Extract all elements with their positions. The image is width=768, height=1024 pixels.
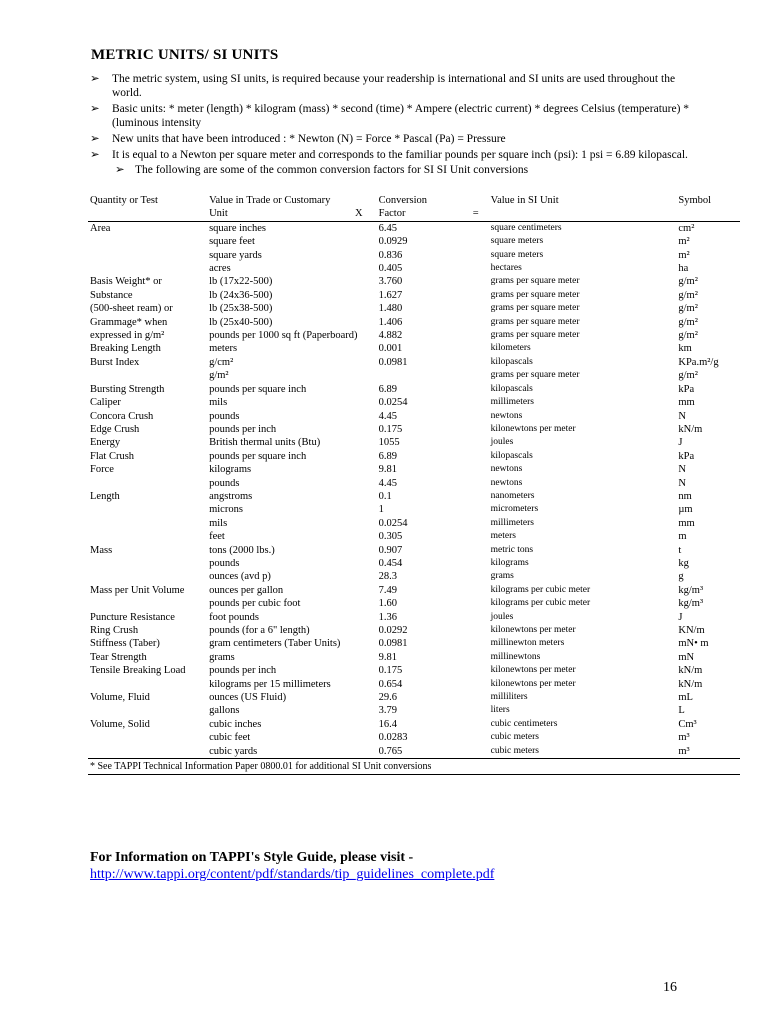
- cell-trade-unit: lb (17x22-500): [209, 276, 273, 288]
- bullet-item: [90, 148, 690, 162]
- cell-trade-unit: feet: [209, 531, 225, 543]
- header-conversion: Conversion: [378, 195, 428, 206]
- cell-factor: 0.175: [378, 665, 403, 677]
- cell-factor: 1055: [378, 437, 400, 449]
- cell-factor: 4.45: [378, 477, 398, 489]
- cell-symbol: mN: [678, 651, 695, 663]
- cell-quantity: [88, 503, 207, 516]
- cell-trade-unit: ounces (US Fluid): [209, 692, 287, 704]
- cell-si-unit: cubic centimeters: [490, 718, 558, 729]
- cell-symbol: kN/m: [678, 678, 703, 690]
- cell-si-unit: kilonewtons per meter: [490, 625, 576, 635]
- cell-symbol: mm: [678, 397, 695, 409]
- table-row: [88, 731, 740, 744]
- cell-quantity: [88, 597, 207, 610]
- cell-symbol: g/m²: [678, 289, 698, 301]
- style-guide-info: For Information on TAPPI's Style Guide, please visit -: [90, 850, 414, 865]
- cell-trade-unit: acres: [209, 263, 231, 275]
- table-footnote-row: [88, 759, 740, 775]
- cell-si-unit: kilopascals: [490, 383, 533, 394]
- cell-quantity: [88, 745, 207, 759]
- cell-trade-unit: lb (25x38-500): [209, 303, 273, 315]
- cell-si-unit: grams per square meter: [490, 289, 580, 300]
- header-trade-unit: Value in Trade or Customary: [209, 195, 331, 206]
- table-row: [88, 530, 740, 543]
- cell-symbol: m³: [678, 745, 690, 757]
- cell-quantity: [88, 530, 207, 543]
- cell-si-unit: hectares: [490, 263, 522, 274]
- cell-factor: 3.79: [378, 705, 398, 717]
- cell-quantity: Edge Crush: [90, 423, 140, 435]
- cell-quantity: Bursting Strength: [90, 383, 165, 395]
- cell-si-unit: millinewton meters: [490, 638, 565, 649]
- cell-trade-unit: square yards: [209, 249, 262, 261]
- table-row: [88, 262, 740, 275]
- cell-symbol: kPa: [678, 383, 695, 395]
- cell-symbol: nm: [678, 490, 692, 502]
- cell-trade-unit: microns: [209, 504, 243, 516]
- table-row: [88, 221, 740, 235]
- cell-quantity: Volume, Fluid: [90, 692, 150, 704]
- cell-quantity: [88, 517, 207, 530]
- table-header-row: [88, 207, 740, 221]
- sub-bullet-text: The following are some of the common conversion factors for SI SI Unit conversions: [135, 164, 529, 176]
- table-row: [88, 329, 740, 342]
- cell-quantity: Volume, Solid: [90, 718, 150, 730]
- cell-quantity: Basis Weight* or: [90, 276, 162, 288]
- cell-trade-unit: pounds: [209, 477, 240, 489]
- cell-symbol: mN• m: [678, 638, 709, 650]
- cell-factor: 0.654: [378, 678, 403, 690]
- cell-si-unit: kilometers: [490, 343, 531, 354]
- cell-symbol: t: [678, 544, 682, 556]
- cell-quantity: [88, 704, 207, 717]
- table-row: [88, 503, 740, 516]
- cell-factor: 6.89: [378, 450, 398, 462]
- cell-trade-unit: cubic inches: [209, 718, 262, 730]
- cell-trade-unit: square inches: [209, 222, 266, 234]
- table-row: [88, 450, 740, 463]
- cell-factor: 9.81: [378, 464, 398, 476]
- cell-quantity: [88, 731, 207, 744]
- cell-si-unit: square meters: [490, 249, 544, 260]
- cell-symbol: kg: [678, 557, 689, 569]
- cell-symbol: kg/m³: [678, 598, 704, 610]
- bullet-item: [90, 132, 690, 146]
- cell-si-unit: nanometers: [490, 490, 535, 501]
- cell-symbol: ha: [678, 263, 689, 275]
- table-row: [88, 637, 740, 650]
- cell-factor: 0.405: [378, 263, 403, 275]
- cell-symbol: N: [678, 464, 686, 476]
- table-row: [88, 544, 740, 557]
- table-row: [88, 557, 740, 570]
- cell-si-unit: grams per square meter: [490, 303, 580, 314]
- cell-factor: 0.1: [378, 490, 392, 502]
- header-factor: Factor: [378, 208, 406, 220]
- sub-bullet-item: [90, 163, 690, 177]
- cell-symbol: cm²: [678, 222, 695, 234]
- cell-si-unit: kilopascals: [490, 356, 533, 367]
- cell-symbol: kN/m: [678, 665, 703, 677]
- table-row: [88, 235, 740, 248]
- table-row: [88, 463, 740, 476]
- header-equals: =: [472, 208, 479, 220]
- header-factor-cell: [377, 207, 489, 221]
- cell-trade-unit: lb (24x36-500): [209, 289, 273, 301]
- table-row: [88, 718, 740, 731]
- cell-factor: 0.907: [378, 544, 403, 556]
- cell-symbol: m²: [678, 249, 690, 261]
- cell-trade-unit: kilograms per 15 millimeters: [209, 678, 331, 690]
- table-row: [88, 410, 740, 423]
- bullet-item: [90, 72, 690, 100]
- cell-trade-unit: ounces per gallon: [209, 584, 284, 596]
- cell-quantity: Force: [90, 464, 114, 476]
- cell-factor: 29.6: [378, 692, 398, 704]
- cell-factor: 0.001: [378, 343, 403, 355]
- table-row: [88, 249, 740, 262]
- table-row: [88, 275, 740, 288]
- cell-trade-unit: cubic yards: [209, 745, 258, 757]
- table-row: [88, 651, 740, 664]
- bullet-text: New units that have been introduced : * Newton (N) = Force * Pascal (Pa) = Pressure: [112, 133, 506, 145]
- table-row: [88, 369, 740, 382]
- cell-quantity: Substance: [90, 289, 133, 301]
- cell-quantity: Mass per Unit Volume: [90, 584, 185, 596]
- cell-si-unit: metric tons: [490, 544, 534, 555]
- cell-trade-unit: ounces (avd p): [209, 571, 271, 583]
- cell-quantity: Energy: [90, 437, 121, 449]
- cell-trade-unit: pounds: [209, 410, 240, 422]
- cell-factor: 1.36: [378, 611, 398, 623]
- cell-factor: 1.60: [378, 598, 398, 610]
- cell-symbol: J: [678, 437, 683, 449]
- cell-factor: 0.0292: [378, 625, 408, 636]
- cell-quantity: [88, 249, 207, 262]
- cell-trade-unit: pounds per cubic foot: [209, 598, 301, 610]
- cell-trade-unit: grams: [209, 651, 235, 663]
- cell-symbol: mL: [678, 692, 693, 704]
- cell-trade-unit: pounds per square inch: [209, 383, 307, 395]
- cell-factor: 3.760: [378, 276, 403, 288]
- cell-trade-unit: kilograms: [209, 464, 252, 476]
- cell-si-unit: grams per square meter: [490, 370, 580, 381]
- cell-quantity: Breaking Length: [90, 343, 161, 355]
- cell-si-unit: joules: [490, 437, 514, 448]
- cell-quantity: Mass: [90, 544, 113, 556]
- cell-trade-unit: pounds per 1000 sq ft (Paperboard): [209, 330, 358, 342]
- cell-si-unit: kilograms: [490, 557, 529, 568]
- cell-quantity: [88, 477, 207, 490]
- cell-symbol: kN/m: [678, 423, 703, 435]
- cell-trade-unit: pounds per inch: [209, 665, 277, 677]
- cell-trade-unit: mils: [209, 517, 228, 529]
- cell-quantity: [88, 678, 207, 691]
- cell-quantity: Flat Crush: [90, 450, 135, 462]
- cell-trade-unit: pounds (for a 6" length): [209, 625, 310, 636]
- cell-si-unit: kilograms per cubic meter: [490, 598, 591, 609]
- cell-si-unit: square meters: [490, 236, 544, 247]
- cell-factor: 1: [378, 504, 384, 516]
- cell-si-unit: newtons: [490, 464, 523, 475]
- cell-quantity: Concora Crush: [90, 410, 154, 422]
- cell-symbol: KN/m: [678, 625, 705, 636]
- table-row: [88, 477, 740, 490]
- cell-si-unit: square centimeters: [490, 222, 562, 233]
- header-quantity: Quantity or Test: [90, 195, 158, 206]
- table-row: [88, 745, 740, 759]
- cell-symbol: g/m²: [678, 303, 698, 315]
- table-footnote: * See TAPPI Technical Information Paper 0800.01 for additional SI Unit conversions: [88, 759, 740, 775]
- table-row: [88, 436, 740, 449]
- cell-quantity: Burst Index: [90, 356, 140, 368]
- cell-si-unit: grams per square meter: [490, 316, 580, 327]
- cell-si-unit: grams per square meter: [490, 276, 580, 287]
- cell-trade-unit: g/cm²: [209, 356, 234, 368]
- cell-trade-unit: square feet: [209, 236, 255, 248]
- cell-factor: 0.0981: [378, 638, 408, 650]
- table-header-row: [88, 194, 740, 207]
- cell-symbol: mm: [678, 517, 695, 529]
- cell-trade-unit: lb (25x40-500): [209, 316, 273, 328]
- cell-si-unit: milliliters: [490, 692, 528, 703]
- cell-symbol: g/m²: [678, 316, 698, 328]
- cell-si-unit: kilonewtons per meter: [490, 423, 576, 434]
- cell-si-unit: kilonewtons per meter: [490, 678, 576, 689]
- bullet-item: [90, 102, 690, 130]
- cell-si-unit: liters: [490, 705, 510, 716]
- cell-symbol: g: [678, 571, 684, 583]
- cell-si-unit: kilonewtons per meter: [490, 665, 576, 676]
- page-number: 16: [663, 980, 677, 995]
- cell-quantity: Grammage* when: [90, 316, 168, 328]
- cell-symbol: kPa: [678, 450, 695, 462]
- cell-trade-unit: pounds per inch: [209, 423, 277, 435]
- table-row: [88, 289, 740, 302]
- cell-symbol: km: [678, 343, 692, 355]
- cell-factor: 0.454: [378, 557, 403, 569]
- cell-trade-unit: gram centimeters (Taber Units): [209, 638, 341, 650]
- cell-trade-unit: foot pounds: [209, 611, 259, 623]
- cell-factor: 4.45: [378, 410, 398, 422]
- table-row: [88, 517, 740, 530]
- cell-quantity: (500-sheet ream) or: [90, 303, 173, 315]
- cell-si-unit: millinewtons: [490, 651, 541, 662]
- arrow-bullet-icon: ➢: [115, 164, 125, 176]
- cell-symbol: g/m²: [678, 370, 698, 382]
- cell-factor: 0.765: [378, 745, 403, 757]
- cell-trade-unit: British thermal units (Btu): [209, 437, 321, 449]
- arrow-bullet-icon: ➢: [90, 149, 100, 161]
- table-row: [88, 584, 740, 597]
- cell-factor: 0.305: [378, 531, 403, 543]
- table-row: [88, 570, 740, 583]
- cell-quantity: Tensile Breaking Load: [90, 665, 186, 677]
- table-row: [88, 302, 740, 315]
- cell-symbol: KPa.m²/g: [678, 356, 719, 368]
- cell-quantity: [88, 570, 207, 583]
- cell-factor: 0.0981: [378, 356, 408, 368]
- cell-quantity: Area: [90, 222, 111, 234]
- table-row: [88, 396, 740, 409]
- table-row: [88, 490, 740, 503]
- table-row: [88, 664, 740, 677]
- table-row: [88, 624, 740, 637]
- cell-si-unit: meters: [490, 531, 516, 542]
- cell-symbol: µm: [678, 504, 693, 516]
- style-guide-link[interactable]: http://www.tappi.org/content/pdf/standards/tip_guidelines_complete.pdf: [90, 867, 495, 882]
- conversion-table: [88, 194, 740, 775]
- table-row: [88, 691, 740, 704]
- cell-quantity: expressed in g/m²: [90, 330, 165, 342]
- cell-quantity: Ring Crush: [90, 625, 139, 636]
- bullet-list: [90, 72, 690, 179]
- table-row: [88, 678, 740, 691]
- cell-symbol: Cm³: [678, 718, 697, 730]
- cell-trade-unit: cubic feet: [209, 732, 251, 744]
- cell-si-unit: newtons: [490, 477, 523, 488]
- cell-symbol: g/m²: [678, 330, 698, 342]
- cell-si-unit: joules: [490, 611, 514, 622]
- cell-symbol: g/m²: [678, 276, 698, 288]
- arrow-bullet-icon: ➢: [90, 73, 100, 85]
- cell-symbol: N: [678, 477, 686, 489]
- cell-factor: 9.81: [378, 651, 398, 663]
- cell-factor: 0.0254: [378, 397, 408, 409]
- cell-symbol: m²: [678, 236, 690, 248]
- arrow-bullet-icon: ➢: [90, 133, 100, 145]
- cell-factor: 28.3: [378, 571, 398, 583]
- arrow-bullet-icon: ➢: [90, 103, 100, 115]
- cell-si-unit: grams: [490, 571, 514, 582]
- cell-symbol: L: [678, 705, 685, 717]
- cell-quantity: [88, 262, 207, 275]
- cell-quantity: Stiffness (Taber): [90, 638, 160, 650]
- cell-symbol: m³: [678, 732, 690, 744]
- cell-factor: 7.49: [378, 584, 398, 596]
- cell-factor: 1.480: [378, 303, 403, 315]
- cell-factor: 0.0254: [378, 517, 408, 529]
- cell-si-unit: kilopascals: [490, 450, 533, 461]
- table-row: [88, 704, 740, 717]
- cell-quantity: [88, 235, 207, 248]
- bullet-text: The metric system, using SI units, is required because your readership is international and SI units are used throughout the world.: [112, 73, 676, 99]
- cell-factor: 6.45: [378, 222, 398, 234]
- cell-si-unit: cubic meters: [490, 745, 539, 756]
- cell-quantity: Puncture Resistance: [90, 611, 175, 623]
- cell-si-unit: micrometers: [490, 504, 539, 515]
- header-unit: Unit: [209, 208, 228, 220]
- cell-symbol: m: [678, 531, 687, 543]
- cell-trade-unit: pounds per square inch: [209, 450, 307, 462]
- cell-trade-unit: meters: [209, 343, 238, 355]
- header-times: X: [355, 208, 363, 220]
- table-row: [88, 611, 740, 624]
- cell-trade-unit: pounds: [209, 557, 240, 569]
- cell-quantity: Tear Strength: [90, 651, 147, 663]
- header-si-unit: Value in SI Unit: [490, 195, 559, 206]
- cell-factor: 0.0283: [378, 732, 408, 744]
- cell-symbol: J: [678, 611, 683, 623]
- table-row: [88, 316, 740, 329]
- cell-trade-unit: angstroms: [209, 490, 253, 502]
- cell-si-unit: kilograms per cubic meter: [490, 584, 591, 595]
- cell-trade-unit: mils: [209, 397, 228, 409]
- cell-quantity: [88, 369, 207, 382]
- cell-quantity: Length: [90, 490, 120, 502]
- cell-quantity: [88, 557, 207, 570]
- cell-si-unit: grams per square meter: [490, 330, 580, 341]
- cell-factor: 0.175: [378, 423, 403, 435]
- bullet-text: Basic units: * meter (length) * kilogram (mass) * second (time) * Ampere (electric current) * degrees Celsius (temperature) * (luminous intensity: [112, 103, 690, 129]
- cell-factor: 1.406: [378, 316, 403, 328]
- cell-symbol: N: [678, 410, 686, 422]
- table-row: [88, 597, 740, 610]
- header-unit-cell: [207, 207, 377, 221]
- cell-trade-unit: tons (2000 lbs.): [209, 544, 275, 556]
- cell-si-unit: cubic meters: [490, 732, 539, 743]
- bullet-text: It is equal to a Newton per square meter and corresponds to the familiar pounds per square inch (psi): 1 psi = 6.89 kilopascal.: [112, 149, 688, 161]
- cell-trade-unit: g/m²: [209, 370, 229, 382]
- cell-factor: 0.0929: [378, 236, 408, 248]
- table-row: [88, 356, 740, 369]
- cell-quantity: Caliper: [90, 397, 121, 409]
- cell-si-unit: newtons: [490, 410, 523, 421]
- table-body: [88, 221, 740, 758]
- cell-factor: 0.836: [378, 249, 403, 261]
- page-title: METRIC UNITS/ SI UNITS: [91, 47, 279, 63]
- table-row: [88, 383, 740, 396]
- cell-factor: 6.89: [378, 383, 398, 395]
- cell-trade-unit: gallons: [209, 705, 240, 717]
- header-symbol: Symbol: [678, 195, 712, 206]
- cell-si-unit: millimeters: [490, 517, 534, 528]
- table-row: [88, 342, 740, 355]
- cell-si-unit: millimeters: [490, 397, 534, 408]
- table-row: [88, 423, 740, 436]
- cell-factor: [377, 369, 489, 382]
- cell-factor: 1.627: [378, 289, 403, 301]
- cell-factor: 16.4: [378, 718, 398, 730]
- cell-symbol: kg/m³: [678, 584, 704, 596]
- cell-factor: 4.882: [378, 330, 403, 342]
